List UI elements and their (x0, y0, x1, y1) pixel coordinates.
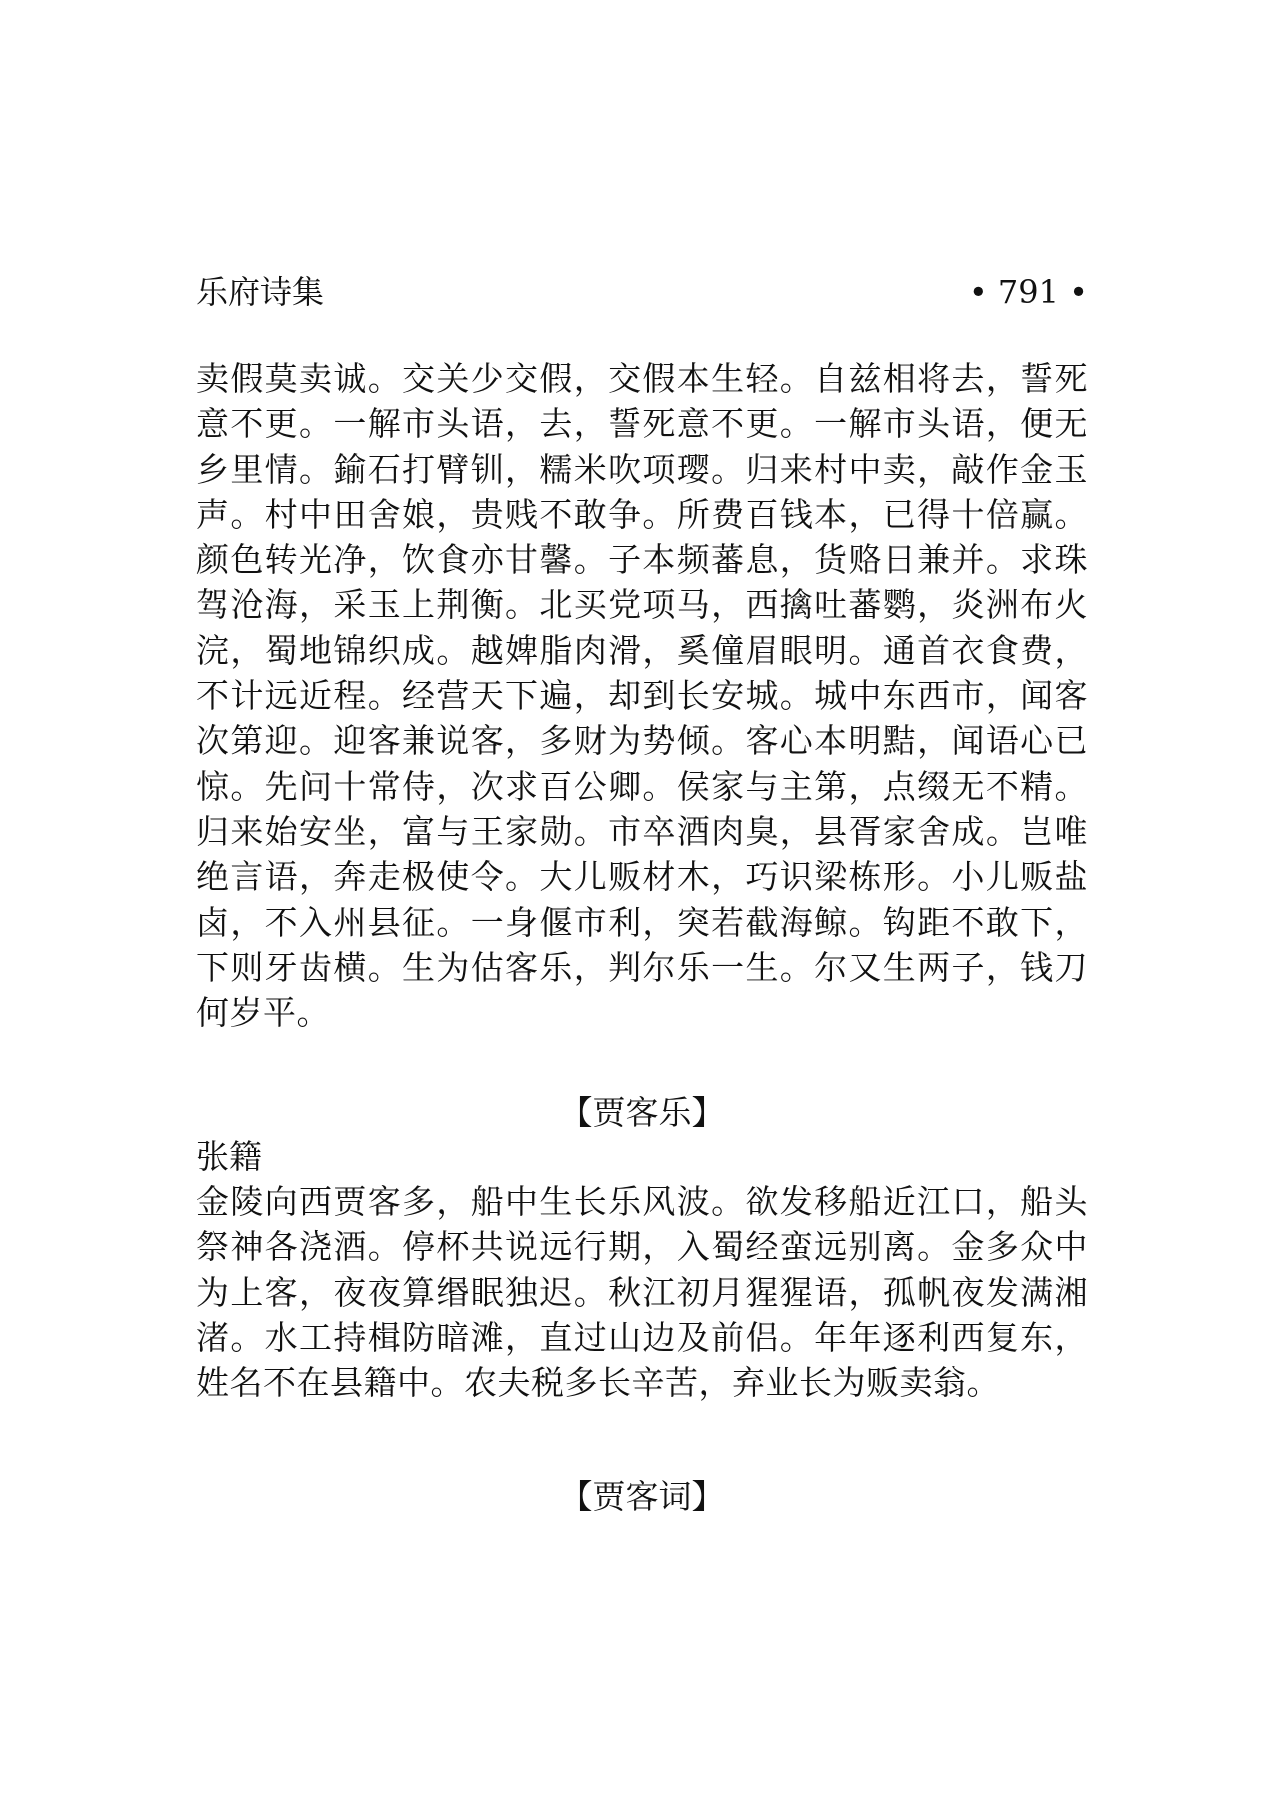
section-title-jia-ke-ci: 【贾客词】 (559, 1477, 725, 1516)
poem-text-continued: 卖假莫卖诚。交关少交假，交假本生轻。自兹相将去，誓死意不更。一解市头语，去，誓死意不更。一解市头语，便无乡里情。鍮石打臂钏，糯米吹项璎。归来村中卖，敲作金玉声。村中田舍娘，贵贱不敢争。所费百钱本，已得十倍赢。颜色转光净，饮食亦甘馨。子本频蕃息，货赂日兼并。求珠驾沧海，采玉上荆衡。北买党项马，西擒吐蕃鹦，炎洲布火浣，蜀地锦织成。越婢脂肉滑，奚僮眉眼明。通首衣食费，不计远近程。经营天下遍，却到长安城。城中东西市，闻客次第迎。迎客兼说客，多财为势倾。客心本明黠，闻语心已惊。先问十常侍，次求百公卿。侯家与主第，点缀无不精。归来始安坐，富与王家勋。市卒酒肉臭，县胥家舍成。岂唯绝言语，奔走极使令。大儿贩材木，巧识梁栋形。小儿贩盐卤，不入州县征。一身偃市利，突若截海鲸。钩距不敢下，下则牙齿横。生为估客乐，判尔乐一生。尔又生两子，钱刀何岁平。 (196, 359, 1088, 1033)
section-title-jia-ke-le: 【贾客乐】 (559, 1093, 725, 1132)
author-name: 张籍 (196, 1137, 262, 1176)
book-title: 乐府诗集 (196, 273, 325, 311)
poem-text-jia-ke-le: 金陵向西贾客多，船中生长乐风波。欲发移船近江口，船头祭神各浇酒。停杯共说远行期，入蜀经蛮远别离。金多众中为上客，夜夜算缗眠独迟。秋江初月猩猩语，孤帆夜发满湘渚。水工持楫防暗滩，直过山边及前侣。年年逐利西复东，姓名不在县籍中。农夫税多长辛苦，弃业长为贩卖翁。 (196, 1182, 1088, 1403)
running-header (196, 268, 1088, 316)
page-number: • 791 • (968, 273, 1088, 311)
